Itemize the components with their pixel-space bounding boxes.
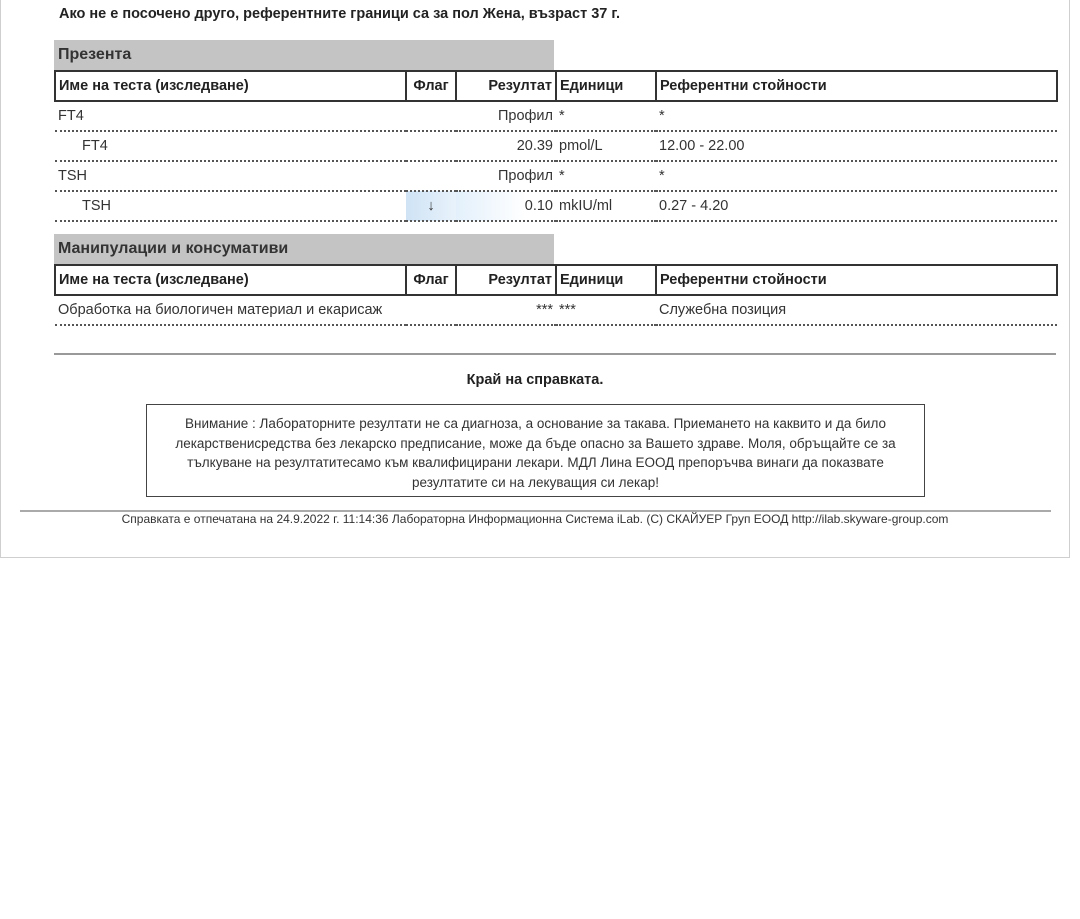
disclaimer-line: тълкуване на резултатитесамо към квалифицирани лекари. МДЛ Лина ЕООД препоръчва винаги да показвате — [187, 455, 884, 470]
test-flag — [406, 101, 456, 131]
test-result: Профил — [456, 101, 556, 131]
col-header-name: Име на теста (изследване) — [55, 265, 406, 295]
test-units: * — [556, 101, 656, 131]
test-reference: * — [656, 101, 1057, 131]
table-header-row — [55, 265, 1057, 295]
table-row — [55, 295, 1057, 325]
table-row — [55, 161, 1057, 191]
col-header-units: Единици — [556, 265, 656, 295]
test-units: pmol/L — [556, 131, 656, 161]
table-row — [55, 101, 1057, 131]
disclaimer-box — [146, 404, 925, 497]
col-header-flag: Флаг — [406, 265, 456, 295]
test-name: TSH — [55, 161, 406, 191]
test-result: Профил — [456, 161, 556, 191]
test-name: TSH — [55, 191, 406, 221]
section-title-manipulations: Манипулации и консумативи — [54, 234, 554, 264]
test-units: *** — [556, 295, 656, 325]
test-name: Обработка на биологичен материал и екарисаж — [55, 295, 406, 325]
test-name: FT4 — [55, 101, 406, 131]
end-of-report-note: Край на справката. — [466, 372, 604, 388]
test-reference: 0.27 - 4.20 — [656, 191, 1057, 221]
table-row — [55, 131, 1057, 161]
test-reference: Служебна позиция — [656, 295, 1057, 325]
section-title-prezenta: Презента — [54, 40, 554, 70]
test-units: * — [556, 161, 656, 191]
disclaimer-line: лекарственисредства без лекарско предписание, може да бъде опасно за Вашето здраве. Моля, обръщайте се за — [175, 435, 896, 451]
test-reference: * — [656, 161, 1057, 191]
print-footer: Справката е отпечатана на 24.9.2022 г. 11:14:36 Лабораторна Информационна Система iLab. (C) СКАЙУЕР Груп ЕООД http://ilab.skyware-group.com — [121, 512, 949, 526]
results-table-manipulations — [54, 264, 1058, 326]
test-reference: 12.00 - 22.00 — [656, 131, 1057, 161]
disclaimer-line: резултатите си на лекуващия си лекар! — [412, 474, 659, 490]
test-flag — [406, 131, 456, 161]
col-header-reference: Референтни стойности — [656, 71, 1057, 101]
test-units: mkIU/ml — [556, 191, 656, 221]
test-name: FT4 — [55, 131, 406, 161]
col-header-name: Име на теста (изследване) — [55, 71, 406, 101]
col-header-units: Единици — [556, 71, 656, 101]
reference-note: Ако не е посочено друго, референтните граници са за пол Жена, възраст 37 г. — [59, 6, 620, 22]
col-header-flag: Флаг — [406, 71, 456, 101]
results-table-prezenta — [54, 70, 1058, 222]
table-header-row — [55, 71, 1057, 101]
test-result: 0.10 — [456, 191, 556, 221]
col-header-result: Резултат — [456, 71, 556, 101]
test-result: 20.39 — [456, 131, 556, 161]
col-header-result: Резултат — [456, 265, 556, 295]
divider — [54, 353, 1056, 355]
test-flag — [406, 295, 456, 325]
col-header-reference: Референтни стойности — [656, 265, 1057, 295]
low-flag-arrow-icon: ↓ — [406, 191, 456, 221]
test-result: *** — [456, 295, 556, 325]
disclaimer-line: Внимание : Лабораторните резултати не са диагноза, а основание за такава. Приемането на каквито и да било — [184, 416, 887, 431]
test-flag — [406, 161, 456, 191]
table-row — [55, 191, 1057, 221]
